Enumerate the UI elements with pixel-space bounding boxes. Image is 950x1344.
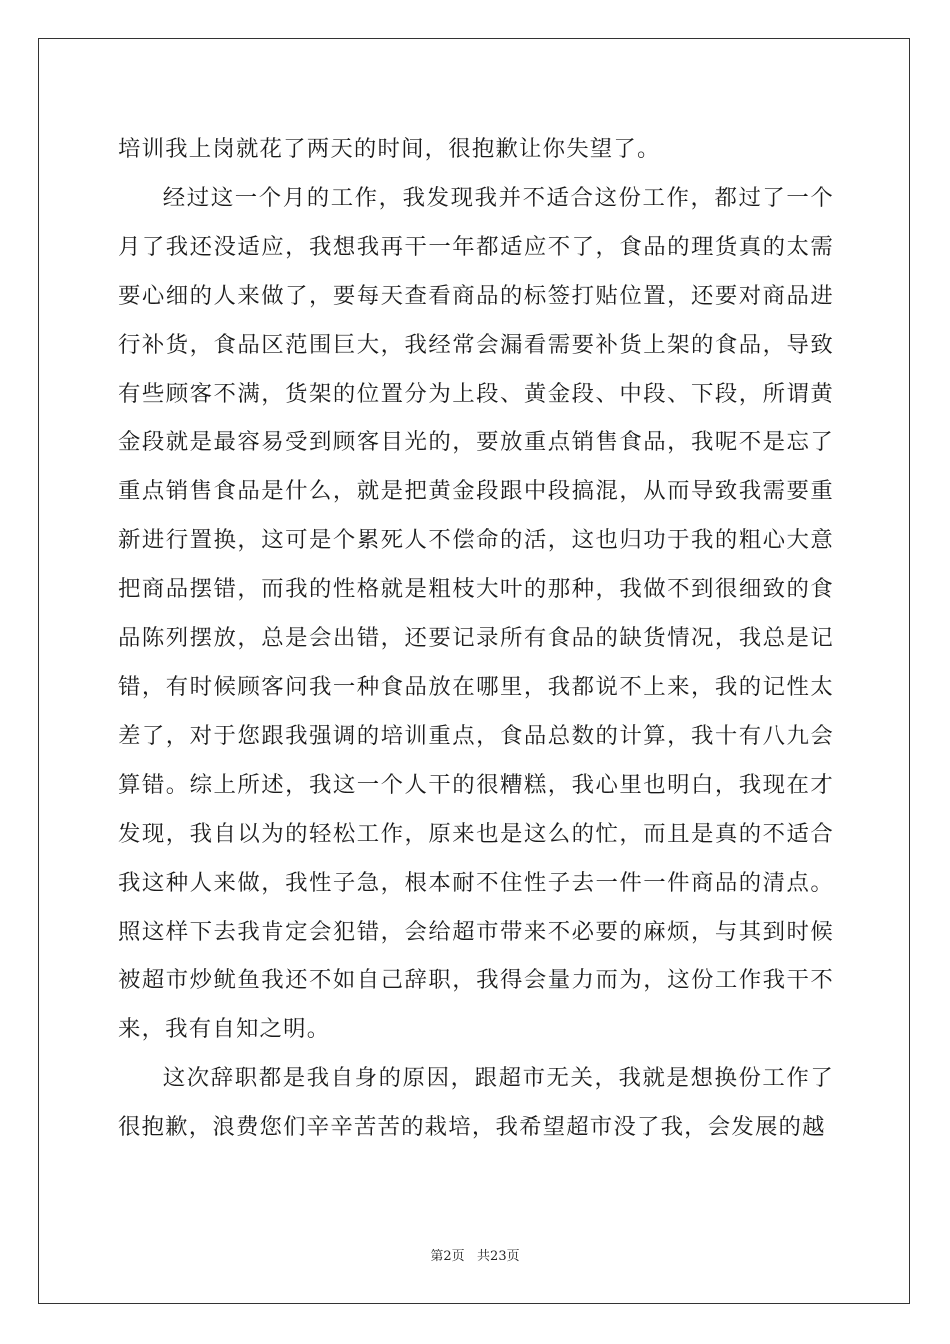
paragraph-1: 培训我上岗就花了两天的时间，很抱歉让你失望了。 (118, 136, 661, 162)
page-number-footer: 第2页 共23页 (430, 1249, 520, 1264)
paragraph-2: 经过这一个月的工作，我发现我并不适合这份工作，都过了一个月了我还没适应，我想我再干一年都适应不了，食品的理货真的太需要心细的人来做了，要每天查看商品的标签打贴位置，还要对商品进行补货，食品区范围巨大，我经常会漏看需要补货上架的食品，导致有些顾客不满，货架的位置分为上段、黄金段、中段、下段，所谓黄金段就是最容易受到顾客目光的，要放重点销售食品，我呢不是忘了重点销售食品是什么，就是把黄金段跟中段搞混，从而导致我需要重新进行置换，这可是个累死人不偿命的活，这也归功于我的粗心大意把商品摆错，而我的性格就是粗枝大叶的那种，我做不到很细致的食品陈列摆放，总是会出错，还要记录所有食品的缺货情况，我总是记错，有时候顾客问我一种食品放在哪里，我都说不上来，我的记性太差了，对于您跟我强调的培训重点，食品总数的计算，我十有八九会算错。综上所述，我这一个人干的很糟糕，我心里也明白，我现在才发现，我自以为的轻松工作，原来也是这么的忙，而且是真的不适合我这种人来做，我性子急，根本耐不住性子去一件一件商品的清点。照这样下去我肯定会犯错，会给超市带来不必要的麻烦，与其到时候被超市炒鱿鱼我还不如自己辞职，我得会量力而为，这份工作我干不来，我有自知之明。 (118, 184, 834, 1043)
document-body (118, 125, 834, 1152)
paragraph-3: 这次辞职都是我自身的原因，跟超市无关，我就是想换份工作了很抱歉，浪费您们辛辛苦苦的栽培，我希望超市没了我，会发展的越 (118, 1065, 834, 1141)
